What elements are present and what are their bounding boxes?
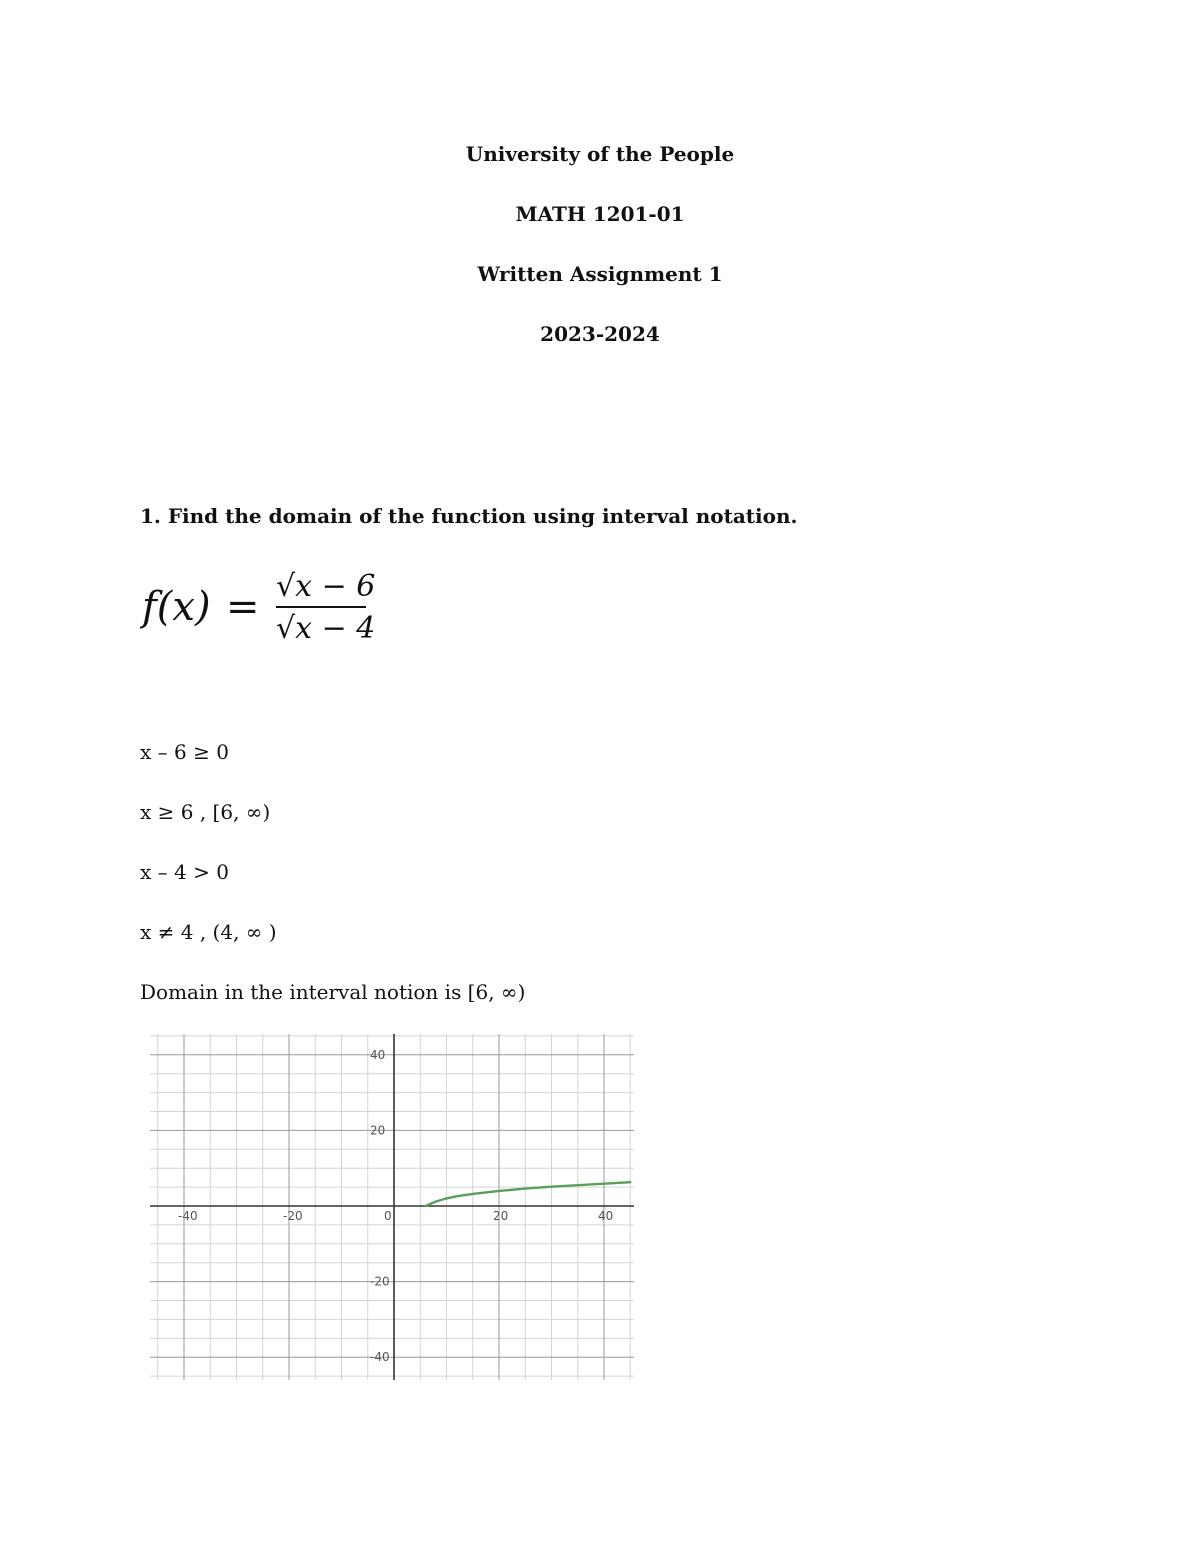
academic-year: 2023-2024 — [540, 322, 660, 346]
y-tick-label: -20 — [370, 1274, 390, 1289]
plot-series — [426, 1182, 631, 1206]
axes — [150, 1034, 634, 1380]
assignment-title: Written Assignment 1 — [477, 262, 723, 286]
question-text: 1. Find the domain of the function using interval notation. — [140, 504, 798, 528]
grid-major — [150, 1034, 634, 1380]
university-name: University of the People — [465, 142, 735, 166]
x-tick-label: 40 — [598, 1209, 614, 1223]
function-graph — [150, 1034, 634, 1380]
formula-lhs: f(x) — [142, 584, 211, 630]
formula-numerator: √x − 6 — [276, 569, 376, 604]
function-formula — [140, 562, 380, 648]
formula-denominator: √x − 4 — [276, 611, 376, 646]
x-tick-label: -40 — [178, 1209, 198, 1223]
grid-minor — [150, 1034, 634, 1380]
work-line-1: x – 6 ≥ 0 — [140, 740, 229, 764]
x-tick-label: 0 — [384, 1209, 392, 1223]
course-code: MATH 1201-01 — [515, 202, 685, 226]
y-tick-label: -40 — [370, 1350, 390, 1365]
series-line — [426, 1182, 631, 1206]
domain-conclusion: Domain in the interval notion is [6, ∞) — [140, 980, 526, 1004]
x-tick-label: 20 — [493, 1209, 509, 1223]
y-tick-label: 40 — [370, 1047, 386, 1062]
work-line-4: x ≠ 4 , (4, ∞ ) — [140, 920, 277, 944]
formula-equals: = — [226, 584, 260, 630]
y-tick-label: 20 — [370, 1123, 386, 1138]
work-line-3: x – 4 > 0 — [140, 860, 229, 884]
x-tick-label: -20 — [283, 1209, 303, 1223]
work-line-2: x ≥ 6 , [6, ∞) — [140, 800, 271, 824]
